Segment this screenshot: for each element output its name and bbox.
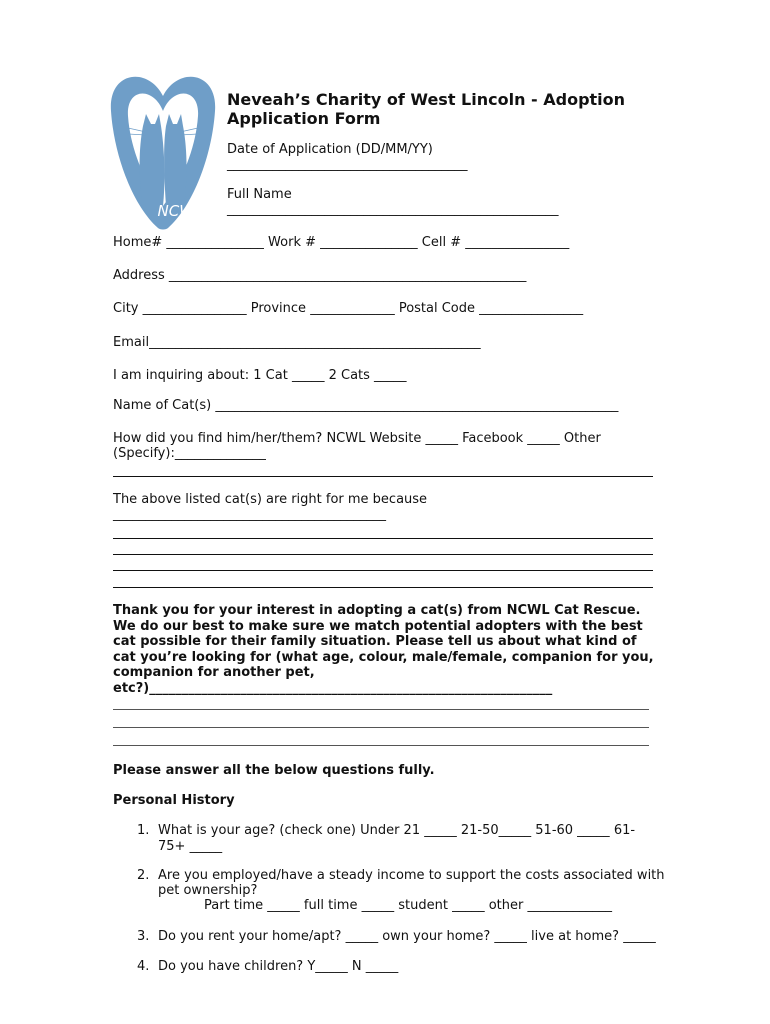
full-name-label: Full Name [227, 187, 292, 202]
reason-line[interactable] [113, 570, 653, 571]
inquiry-count-field[interactable]: I am inquiring about: 1 Cat _____ 2 Cats _____ [113, 368, 407, 383]
found-source-line1[interactable]: How did you find him/her/them? NCWL Website _____ Facebook _____ Other [113, 431, 601, 446]
reason-line[interactable] [113, 554, 653, 555]
cat-names-field[interactable]: Name of Cat(s) ______________________________________________________________ [113, 398, 619, 413]
ncwl-logo [108, 66, 218, 231]
interest-line[interactable] [113, 745, 649, 746]
form-title-line2: Application Form [227, 109, 381, 128]
date-label: Date of Application (DD/MM/YY) [227, 142, 433, 157]
question-number: 3. [137, 929, 150, 944]
address-field[interactable]: Address _______________________________________________________ [113, 268, 527, 283]
employment-options[interactable]: Part time _____ full time _____ student _____ other _____________ [204, 898, 612, 913]
housing-question[interactable]: Do you rent your home/apt? _____ own your home? _____ live at home? _____ [158, 929, 656, 944]
city-province-postal-fields[interactable]: City ________________ Province _____________ Postal Code ________________ [113, 301, 584, 316]
email-field[interactable]: Email___________________________________________________ [113, 335, 481, 350]
interest-line[interactable] [113, 727, 649, 728]
full-name-field[interactable]: ___________________________________________________ [227, 202, 559, 217]
phone-fields[interactable]: Home# _______________ Work # _______________ Cell # ________________ [113, 235, 570, 250]
reason-field[interactable]: __________________________________________ [113, 507, 386, 522]
personal-history-heading: Personal History [113, 793, 235, 808]
found-source-line[interactable] [113, 476, 653, 477]
reason-line[interactable] [113, 587, 653, 588]
age-question-cont[interactable]: 75+ _____ [158, 839, 223, 854]
question-number: 1. [137, 823, 150, 838]
employment-question-cont: pet ownership? [158, 883, 258, 898]
employment-question: Are you employed/have a steady income to support the costs associated with [158, 868, 665, 883]
interest-line[interactable] [113, 709, 649, 710]
logo-text: NCWL [157, 202, 203, 220]
age-question[interactable]: What is your age? (check one) Under 21 _____ 21-50_____ 51-60 _____ 61- [158, 823, 636, 838]
children-question[interactable]: Do you have children? Y_____ N _____ [158, 959, 399, 974]
date-field[interactable]: _____________________________________ [227, 157, 468, 172]
question-number: 4. [137, 959, 150, 974]
found-source-specify[interactable]: (Specify):______________ [113, 446, 266, 461]
reason-line[interactable] [113, 538, 653, 539]
instructions: Please answer all the below questions fully. [113, 763, 435, 778]
interest-paragraph: Thank you for your interest in adopting a cat(s) from NCWL Cat Rescue. We do our best to make sure we match potential adopters with the best cat possible for their family situation. Please tell us about what kind of cat you’re looking for (what age, colour, male/female, companion for you, companion for another pet, [113, 603, 654, 680]
interest-field[interactable]: etc?)______________________________________________________________ [113, 681, 553, 696]
question-number: 2. [137, 868, 150, 883]
form-title-line1: Neveah’s Charity of West Lincoln - Adoption [227, 90, 626, 109]
reason-label: The above listed cat(s) are right for me because [113, 492, 428, 507]
